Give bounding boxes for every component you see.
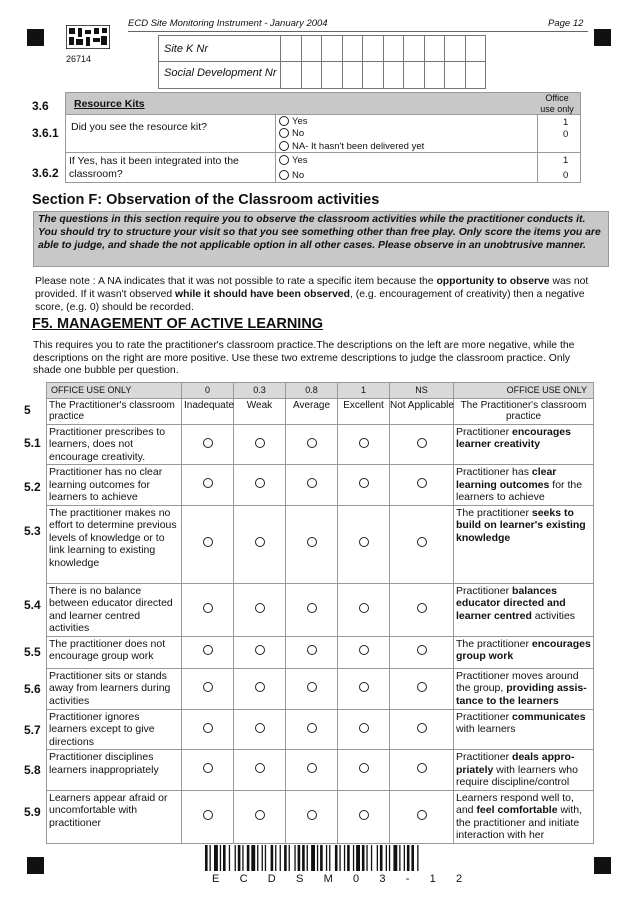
f5-rating-table — [46, 382, 594, 844]
radio-bubble-icon — [417, 763, 427, 773]
radio-bubble-icon — [417, 438, 427, 448]
radio-bubble-icon — [417, 723, 427, 733]
rating-bubble-cell[interactable] — [182, 424, 234, 465]
rating-bubble-cell[interactable] — [234, 424, 286, 465]
rating-bubble-cell[interactable] — [234, 505, 286, 583]
option-yes[interactable]: Yes — [279, 116, 308, 127]
rating-bubble-cell[interactable] — [286, 636, 338, 668]
radio-bubble-icon — [203, 682, 213, 692]
rating-bubble-cell[interactable] — [234, 465, 286, 506]
2d-code-icon — [66, 25, 110, 49]
rating-bubble-cell[interactable] — [390, 424, 454, 465]
radio-bubble-icon — [417, 810, 427, 820]
rating-bubble-cell[interactable] — [182, 790, 234, 843]
negative-description: The practitioner does not encourage group work — [47, 636, 182, 668]
radio-bubble-icon — [359, 478, 369, 488]
radio-bubble-icon — [255, 682, 265, 692]
right-column-head: The Practitioner's classroom practice — [454, 398, 594, 424]
radio-bubble-icon — [359, 645, 369, 655]
office-code: 1 — [563, 155, 569, 166]
negative-description: The practitioner makes no effort to determine previous levels of knowledge or to link learning to existing knowledge — [47, 505, 182, 583]
code-0-8: 0.8 — [286, 383, 338, 399]
form-id: 26714 — [66, 54, 92, 64]
rating-bubble-cell[interactable] — [338, 505, 390, 583]
radio-bubble-icon — [203, 478, 213, 488]
rating-bubble-cell[interactable] — [338, 465, 390, 506]
barcode-icon — [205, 845, 455, 873]
rating-bubble-cell[interactable] — [286, 750, 338, 791]
office-use-left: OFFICE USE ONLY — [47, 383, 182, 399]
item-number: 5.9 — [24, 805, 41, 819]
document-title: ECD Site Monitoring Instrument - January 2004 — [128, 18, 328, 29]
radio-bubble-icon — [255, 723, 265, 733]
question-number-3-6-1: 3.6.1 — [32, 126, 59, 140]
scale-weak: Weak — [234, 398, 286, 424]
rating-bubble-cell[interactable] — [338, 424, 390, 465]
positive-description: Practitioner has clear learning outcomes for the learners to achieve — [454, 465, 594, 506]
item-number: 5.8 — [24, 763, 41, 777]
radio-bubble-icon — [307, 645, 317, 655]
office-use-label: Office use only — [540, 93, 574, 114]
section-number-3-6: 3.6 — [32, 99, 49, 113]
radio-bubble-icon — [203, 810, 213, 820]
rating-bubble-cell[interactable] — [390, 583, 454, 636]
question-3-6-2-text: If Yes, has it been integrated into the classroom? — [69, 155, 239, 180]
rating-bubble-cell[interactable] — [234, 709, 286, 750]
radio-bubble-icon — [359, 438, 369, 448]
item-number: 5.3 — [24, 524, 41, 538]
corner-marker-bottom-right — [594, 857, 611, 874]
radio-bubble-icon — [359, 682, 369, 692]
positive-description: Practitioner encourages learner creativity — [454, 424, 594, 465]
rating-row — [47, 790, 594, 843]
rating-bubble-cell[interactable] — [286, 709, 338, 750]
scale-excellent: Excellent — [338, 398, 390, 424]
item-number: 5.4 — [24, 598, 41, 612]
rating-bubble-cell[interactable] — [286, 668, 338, 709]
negative-description: There is no balance between educator directed and learner centred activities — [47, 583, 182, 636]
rating-row — [47, 583, 594, 636]
radio-bubble-icon — [307, 438, 317, 448]
rating-bubble-cell[interactable] — [234, 790, 286, 843]
radio-bubble-icon — [203, 438, 213, 448]
radio-bubble-icon — [279, 155, 289, 165]
option-na[interactable]: NA- It hasn't been delivered yet — [279, 141, 424, 152]
corner-marker-top-right — [594, 29, 611, 46]
negative-description: Practitioner ignores learners except to give directions — [47, 709, 182, 750]
radio-bubble-icon — [417, 645, 427, 655]
radio-bubble-icon — [255, 603, 265, 613]
radio-bubble-icon — [307, 682, 317, 692]
left-column-head: The Practitioner's classroom practice — [47, 398, 182, 424]
rating-bubble-cell[interactable] — [390, 750, 454, 791]
rating-bubble-cell[interactable] — [286, 424, 338, 465]
positive-description: The practitioner seeks to build on learner's existing knowledge — [454, 505, 594, 583]
rating-bubble-cell[interactable] — [182, 750, 234, 791]
code-0: 0 — [182, 383, 234, 399]
radio-bubble-icon — [307, 763, 317, 773]
radio-bubble-icon — [279, 170, 289, 180]
option-no[interactable]: No — [279, 128, 304, 139]
radio-bubble-icon — [417, 603, 427, 613]
rating-bubble-cell[interactable] — [338, 790, 390, 843]
code-ns: NS — [390, 383, 454, 399]
negative-description: Learners appear afraid or uncomfortable with practitioner — [47, 790, 182, 843]
radio-bubble-icon — [255, 478, 265, 488]
option-yes[interactable]: Yes — [279, 155, 308, 166]
item-number: 5.2 — [24, 480, 41, 494]
rating-bubble-cell[interactable] — [286, 583, 338, 636]
barcode-text: E C D S M 0 3 - 1 2 — [212, 873, 471, 885]
negative-description: Practitioner has no clear learning outcomes for learners to achieve — [47, 465, 182, 506]
positive-description: Practitioner balances educator directed and learner centred activities — [454, 583, 594, 636]
radio-bubble-icon — [255, 810, 265, 820]
resource-kits-title: Resource Kits — [74, 98, 145, 110]
rating-bubble-cell[interactable] — [234, 668, 286, 709]
office-code: 0 — [563, 129, 569, 140]
rating-bubble-cell[interactable] — [182, 709, 234, 750]
item-number-5: 5 — [24, 403, 31, 417]
code-1: 1 — [338, 383, 390, 399]
rating-row — [47, 668, 594, 709]
rating-bubble-cell[interactable] — [286, 790, 338, 843]
site-k-label: Site K Nr — [164, 43, 209, 55]
item-number: 5.7 — [24, 723, 41, 737]
rating-bubble-cell[interactable] — [338, 750, 390, 791]
radio-bubble-icon — [417, 537, 427, 547]
radio-bubble-icon — [255, 645, 265, 655]
page-header-rule — [128, 31, 588, 32]
office-code: 0 — [563, 170, 569, 181]
rating-bubble-cell[interactable] — [390, 709, 454, 750]
office-use-row — [47, 383, 594, 399]
radio-bubble-icon — [203, 645, 213, 655]
positive-description: Practitioner communicates with learners — [454, 709, 594, 750]
rating-bubble-cell[interactable] — [338, 709, 390, 750]
item-number: 5.5 — [24, 645, 41, 659]
rating-bubble-cell[interactable] — [390, 465, 454, 506]
positive-description: The practitioner encourages group work — [454, 636, 594, 668]
rating-bubble-cell[interactable] — [390, 668, 454, 709]
page-number: Page 12 — [548, 18, 584, 29]
rating-row — [47, 424, 594, 465]
radio-bubble-icon — [359, 537, 369, 547]
rating-bubble-cell[interactable] — [338, 668, 390, 709]
radio-bubble-icon — [203, 723, 213, 733]
radio-bubble-icon — [307, 478, 317, 488]
radio-bubble-icon — [359, 723, 369, 733]
radio-bubble-icon — [417, 478, 427, 488]
rating-bubble-cell[interactable] — [286, 465, 338, 506]
question-3-6-1-text: Did you see the resource kit? — [71, 121, 207, 133]
rating-bubble-cell[interactable] — [338, 636, 390, 668]
scale-average: Average — [286, 398, 338, 424]
radio-bubble-icon — [359, 810, 369, 820]
rating-bubble-cell[interactable] — [234, 750, 286, 791]
rating-bubble-cell[interactable] — [182, 465, 234, 506]
radio-bubble-icon — [307, 537, 317, 547]
rating-bubble-cell[interactable] — [182, 583, 234, 636]
section-f-note: Please note : A NA indicates that it was not possible to rate a specific item because the opportunity to observe was not provided. If it wasn't observed while it should have been observed, (e.g. encouragement of creativity) then a negative score, (e.g. 0) should be recorded. — [35, 276, 589, 313]
office-code: 1 — [563, 117, 569, 128]
site-k-number-field[interactable] — [280, 35, 485, 61]
corner-marker-bottom-left — [27, 857, 44, 874]
rating-row — [47, 505, 594, 583]
question-number-3-6-2: 3.6.2 — [32, 166, 59, 180]
negative-description: Practitioner sits or stands away from learners during activities — [47, 668, 182, 709]
radio-bubble-icon — [279, 128, 289, 138]
rating-bubble-cell[interactable] — [390, 790, 454, 843]
rating-row — [47, 465, 594, 506]
rating-bubble-cell[interactable] — [182, 636, 234, 668]
scale-header-row — [47, 398, 594, 424]
positive-description: Practitioner moves around the group, providing assis-tance to the learners — [454, 668, 594, 709]
section-f-title: Section F: Observation of the Classroom activities — [32, 192, 380, 208]
radio-bubble-icon — [279, 116, 289, 126]
scale-inadequate: Inadequate — [182, 398, 234, 424]
rating-bubble-cell[interactable] — [182, 668, 234, 709]
negative-description: Practitioner prescribes to learners, does not encourage creativity. — [47, 424, 182, 465]
code-0-3: 0.3 — [234, 383, 286, 399]
radio-bubble-icon — [307, 603, 317, 613]
radio-bubble-icon — [279, 141, 289, 151]
rating-row — [47, 636, 594, 668]
f5-intro: This requires you to rate the practitioner's classroom practice.The descriptions on the left are more negative, while the descriptions on the right are more positive. Use these two extreme descriptions to judge the classroom practice. Only shade one bubble per question. — [33, 340, 575, 376]
rating-bubble-cell[interactable] — [234, 583, 286, 636]
radio-bubble-icon — [203, 603, 213, 613]
office-use-right: OFFICE USE ONLY — [454, 383, 594, 399]
rating-bubble-cell[interactable] — [234, 636, 286, 668]
radio-bubble-icon — [255, 763, 265, 773]
social-development-label: Social Development Nr — [164, 67, 277, 79]
f5-title: F5. MANAGEMENT OF ACTIVE LEARNING — [32, 316, 324, 332]
rating-row — [47, 709, 594, 750]
rating-bubble-cell[interactable] — [390, 505, 454, 583]
negative-description: Practitioner disciplines learners inappropriately — [47, 750, 182, 791]
corner-marker-top-left — [27, 29, 44, 46]
positive-description: Learners respond well to, and feel comfortable with, the practitioner and initiate interaction with her — [454, 790, 594, 843]
positive-description: Practitioner deals appro-priately with learners who require discipline/control — [454, 750, 594, 791]
section-f-instructions: The questions in this section require you to observe the classroom activities while the practitioner conducts it. You should try to structure your visit so that you see something other than free play. Only score the items you are able to judge, and shade the not applicable option in all other cases. Please observe in an unobtrusive manner. — [33, 211, 609, 267]
rating-bubble-cell[interactable] — [182, 505, 234, 583]
radio-bubble-icon — [307, 810, 317, 820]
radio-bubble-icon — [203, 763, 213, 773]
radio-bubble-icon — [307, 723, 317, 733]
rating-bubble-cell[interactable] — [390, 636, 454, 668]
radio-bubble-icon — [359, 763, 369, 773]
option-no[interactable]: No — [279, 170, 304, 181]
social-development-number-field[interactable] — [280, 61, 485, 88]
scale-not-applicable: Not Applicable — [390, 398, 454, 424]
item-number: 5.6 — [24, 682, 41, 696]
item-number: 5.1 — [24, 436, 41, 450]
radio-bubble-icon — [255, 537, 265, 547]
rating-bubble-cell[interactable] — [338, 583, 390, 636]
rating-row — [47, 750, 594, 791]
radio-bubble-icon — [203, 537, 213, 547]
rating-bubble-cell[interactable] — [286, 505, 338, 583]
radio-bubble-icon — [417, 682, 427, 692]
radio-bubble-icon — [255, 438, 265, 448]
radio-bubble-icon — [359, 603, 369, 613]
